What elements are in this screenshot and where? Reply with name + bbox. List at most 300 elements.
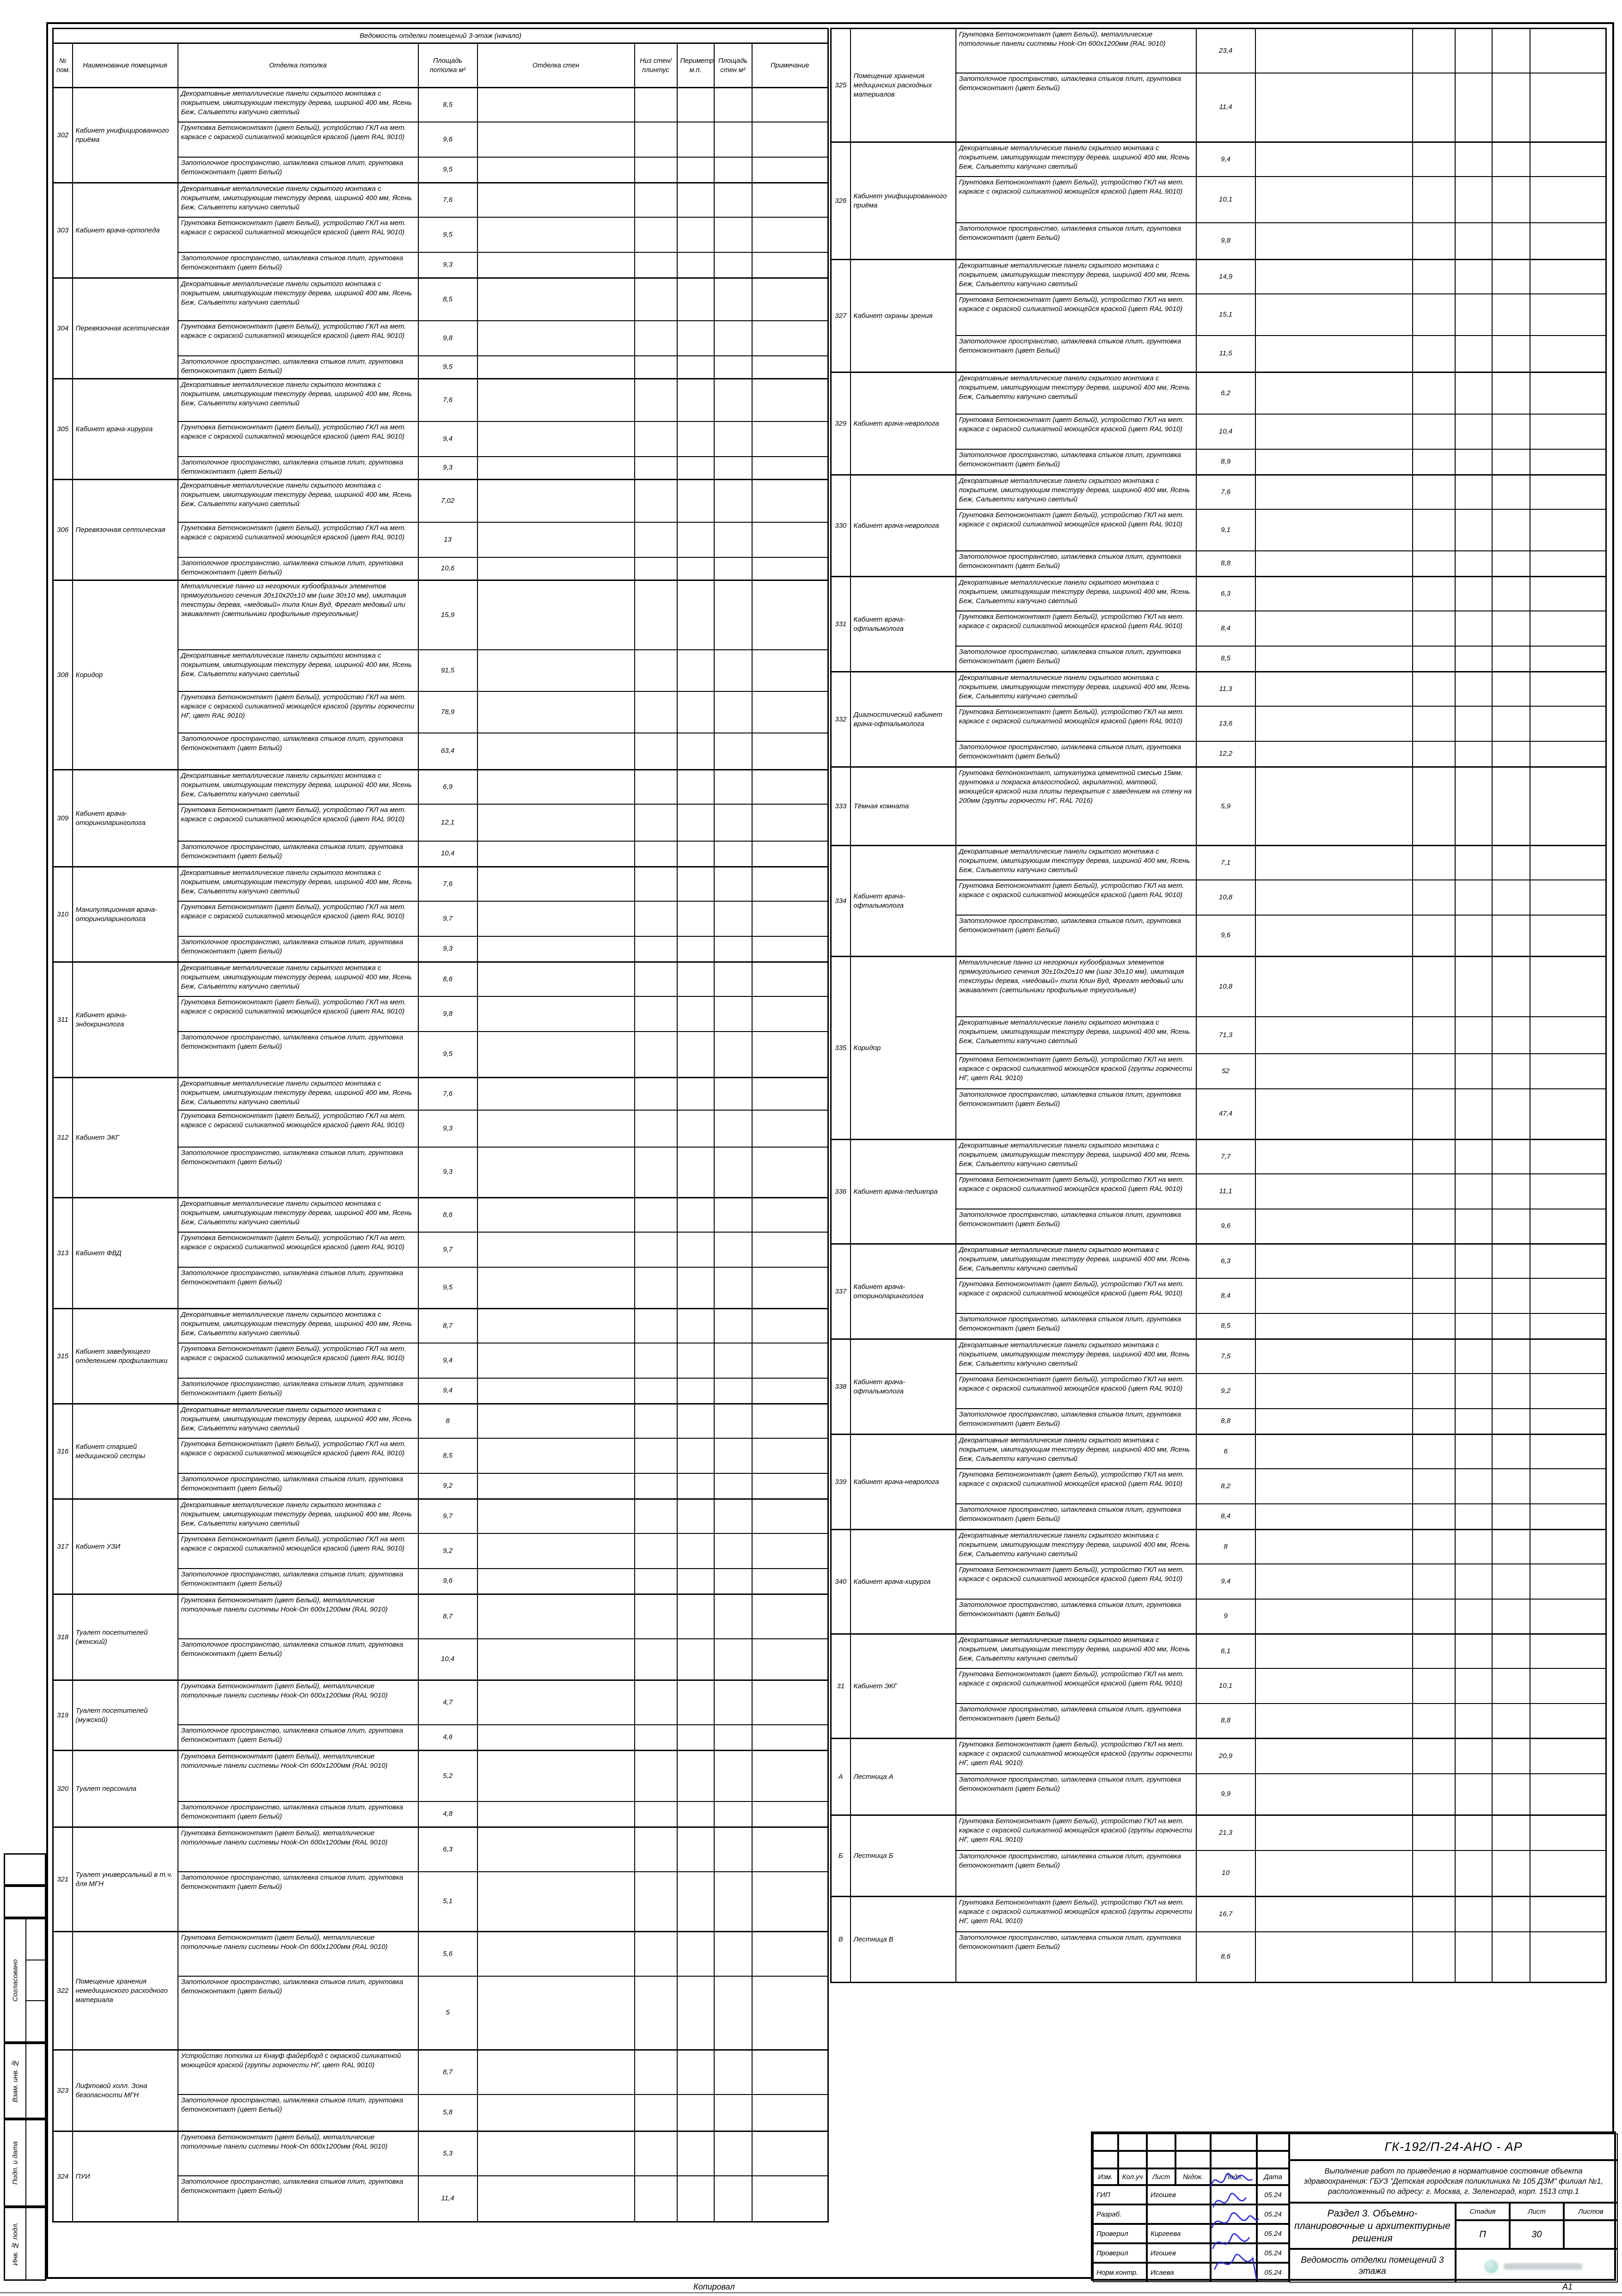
wall-base-cell	[635, 901, 677, 936]
note-cell	[752, 1801, 828, 1827]
note-cell	[752, 2131, 828, 2176]
perimeter-cell	[1455, 449, 1492, 475]
ceiling-area-cell: 8,7	[418, 1594, 477, 1639]
ceiling-finish-cell: Грунтовка Бетоноконтакт (цвет Белый), устройство ГКЛ на мет. каркасе с окраской силикатной моющейся краской (цвет RAL 9010)	[956, 880, 1196, 915]
wall-finish-cell	[1255, 1054, 1413, 1089]
wall-area-cell	[1492, 449, 1530, 475]
ceiling-finish-cell: Грунтовка Бетоноконтакт (цвет Белый), устройство ГКЛ на мет. каркасе с окраской силикатной моющейся краской (цвет RAL 9010)	[178, 1438, 418, 1473]
ceiling-area-cell: 8,7	[418, 1309, 477, 1343]
perimeter-cell	[677, 1680, 714, 1725]
room-number-cell: 306	[53, 480, 73, 580]
room-name-cell: Кабинет ЭКГ	[73, 1078, 178, 1198]
wall-base-cell	[1413, 741, 1455, 767]
margin-cell-agreed	[4, 1918, 46, 2043]
wall-finish-cell	[477, 122, 635, 157]
wall-finish-cell	[1255, 706, 1413, 741]
note-cell	[1530, 1313, 1606, 1339]
ceiling-area-cell: 10,8	[1196, 957, 1255, 1017]
ceiling-finish-cell: Грунтовка Бетоноконтакт (цвет Белый), устройство ГКЛ на мет. каркасе с окраской силикатной моющейся краской (цвет RAL 9010)	[956, 1469, 1196, 1504]
ceiling-area-cell: 8,2	[1196, 1469, 1255, 1504]
wall-area-cell	[1492, 475, 1530, 509]
note-cell	[752, 962, 828, 996]
perimeter-cell	[677, 217, 714, 252]
ceiling-finish-cell: Грунтовка Бетоноконтакт (цвет Белый), устройство ГКЛ на мет. каркасе с окраской силикатной моющейся краской (группы горючести НГ, цвет RAL 9010)	[956, 1815, 1196, 1850]
wall-finish-cell	[477, 421, 635, 457]
wall-finish-cell	[477, 1976, 635, 2050]
wall-area-cell	[1492, 880, 1530, 915]
ceiling-finish-cell: Грунтовка Бетоноконтакт (цвет Белый), устройство ГКЛ на мет. каркасе с окраской силикатной моющейся краской (цвет RAL 9010)	[178, 1110, 418, 1147]
note-cell	[752, 421, 828, 457]
ceiling-finish-cell: Запотолочное пространство, шпаклевка стыков плит, грунтовка бетоноконтакт (цвет Белый)	[178, 2094, 418, 2131]
room-name-cell: Кабинет врача-хирурга	[73, 379, 178, 480]
wall-area-cell	[714, 2050, 752, 2094]
wall-base-cell	[635, 1378, 677, 1404]
perimeter-cell	[1455, 1850, 1492, 1897]
note-cell	[752, 480, 828, 522]
title-block	[1091, 2131, 1616, 2281]
wall-finish-cell	[477, 522, 635, 557]
perimeter-cell	[677, 122, 714, 157]
wall-base-cell	[635, 88, 677, 122]
note-cell	[752, 901, 828, 936]
ceiling-finish-cell: Запотолочное пространство, шпаклевка стыков плит, грунтовка бетоноконтакт (цвет Белый)	[178, 1378, 418, 1404]
signer-date: 05.24	[1257, 2185, 1289, 2204]
note-cell	[1530, 449, 1606, 475]
sheet-label: Лист	[1510, 2203, 1564, 2220]
ceiling-finish-cell: Запотолочное пространство, шпаклевка стыков плит, грунтовка бетоноконтакт (цвет Белый)	[178, 1569, 418, 1594]
note-cell	[1530, 1815, 1606, 1850]
room-number-cell: 309	[53, 770, 73, 867]
ceiling-area-cell: 14,9	[1196, 260, 1255, 294]
wall-area-cell	[1492, 551, 1530, 577]
ceiling-area-cell: 7,5	[1196, 1339, 1255, 1374]
ceiling-finish-cell: Декоративные металлические панели скрытого монтажа с покрытием, имитирующим текстуру дерева, шириной 400 мм, Ясень Беж, Сальветти капучино светлый	[178, 278, 418, 321]
note-cell	[1530, 1174, 1606, 1209]
stamp-filler-cell	[1175, 2151, 1211, 2168]
ceiling-finish-cell: Запотолочное пространство, шпаклевка стыков плит, грунтовка бетоноконтакт (цвет Белый)	[956, 1504, 1196, 1530]
room-number-cell: 338	[831, 1339, 851, 1435]
ceiling-finish-cell: Запотолочное пространство, шпаклевка стыков плит, грунтовка бетоноконтакт (цвет Белый)	[178, 1267, 418, 1309]
wall-base-cell	[1413, 706, 1455, 741]
perimeter-cell	[1455, 1739, 1492, 1774]
ceiling-area-cell: 11,5	[1196, 336, 1255, 372]
ceiling-finish-cell: Грунтовка бетоноконтакт, штукатурка цементной смесью 15мм, грунтовка и покраска влагостойкой, акрилатной, матовой, моющейся краской низа плиты перекрытия с заведением на стену на 200мм (группы горючести НГ, RAL 7016)	[956, 767, 1196, 846]
wall-area-cell	[714, 580, 752, 650]
wall-base-cell	[635, 1404, 677, 1438]
wall-area-cell	[1492, 846, 1530, 880]
room-name-cell: Кабинет ЭКГ	[851, 1634, 956, 1739]
ceiling-finish-cell: Грунтовка Бетоноконтакт (цвет Белый), устройство ГКЛ на мет. каркасе с окраской силикатной моющейся краской (группы горючести НГ, цвет RAL 9010)	[956, 1054, 1196, 1089]
perimeter-cell	[677, 1032, 714, 1078]
ceiling-finish-cell: Запотолочное пространство, шпаклевка стыков плит, грунтовка бетоноконтакт (цвет Белый)	[178, 157, 418, 183]
ceiling-finish-cell: Грунтовка Бетоноконтакт (цвет Белый), металлические потолочные панели системы Hook-On 600х1200мм (RAL 9010)	[178, 2131, 418, 2176]
wall-finish-cell	[1255, 915, 1413, 957]
ceiling-area-cell: 8,6	[1196, 1932, 1255, 1983]
signer-role: Разраб.	[1093, 2204, 1147, 2224]
wall-area-cell	[714, 88, 752, 122]
perimeter-cell	[677, 1801, 714, 1827]
wall-finish-cell	[1255, 509, 1413, 551]
wall-finish-cell	[1255, 1564, 1413, 1599]
wall-finish-cell	[1255, 29, 1413, 73]
note-cell	[1530, 1530, 1606, 1564]
wall-area-cell	[714, 804, 752, 841]
wall-base-cell	[635, 1872, 677, 1932]
note-cell	[1530, 957, 1606, 1017]
wall-area-cell	[1492, 1815, 1530, 1850]
perimeter-cell	[677, 804, 714, 841]
perimeter-cell	[1455, 706, 1492, 741]
column-header-2: Отделка потолка	[178, 43, 418, 88]
wall-area-cell	[714, 480, 752, 522]
perimeter-cell	[677, 1078, 714, 1110]
wall-area-cell	[714, 457, 752, 480]
signer-name	[1147, 2204, 1211, 2224]
wall-finish-cell	[1255, 1017, 1413, 1054]
perimeter-cell	[1455, 1815, 1492, 1850]
margin-cell-sign-date	[4, 2119, 46, 2207]
ceiling-area-cell: 6,2	[1196, 372, 1255, 414]
wall-finish-cell	[477, 1932, 635, 1976]
note-cell	[1530, 1599, 1606, 1634]
ceiling-area-cell: 9,4	[418, 1343, 477, 1378]
replacement-inv-label: Взам. инв. №	[5, 2044, 26, 2118]
note-cell	[1530, 1140, 1606, 1174]
perimeter-cell	[1455, 1435, 1492, 1469]
ceiling-area-cell: 10,4	[418, 1639, 477, 1680]
note-cell	[1530, 1017, 1606, 1054]
perimeter-cell	[1455, 1089, 1492, 1140]
note-cell	[1530, 611, 1606, 646]
wall-area-cell	[714, 901, 752, 936]
wall-base-cell	[1413, 1313, 1455, 1339]
wall-base-cell	[1413, 1409, 1455, 1435]
wall-area-cell	[714, 217, 752, 252]
wall-area-cell	[1492, 1668, 1530, 1704]
ceiling-area-cell: 7,02	[418, 480, 477, 522]
ceiling-area-cell: 4,7	[418, 1680, 477, 1725]
wall-finish-cell	[477, 1267, 635, 1309]
wall-area-cell	[714, 421, 752, 457]
perimeter-cell	[677, 557, 714, 580]
wall-base-cell	[635, 379, 677, 421]
wall-finish-cell	[1255, 551, 1413, 577]
ceiling-area-cell: 9,3	[418, 252, 477, 278]
wall-base-cell	[635, 1680, 677, 1725]
ceiling-finish-cell: Запотолочное пространство, шпаклевка стыков плит, грунтовка бетоноконтакт (цвет Белый)	[178, 733, 418, 770]
ceiling-area-cell: 5,9	[1196, 767, 1255, 846]
wall-finish-cell	[1255, 1739, 1413, 1774]
perimeter-cell	[1455, 336, 1492, 372]
room-name-cell: Коридор	[73, 580, 178, 770]
perimeter-cell	[677, 2131, 714, 2176]
ceiling-finish-cell: Декоративные металлические панели скрытого монтажа с покрытием, имитирующим текстуру дерева, шириной 400 мм, Ясень Беж, Сальветти капучино светлый	[956, 1435, 1196, 1469]
note-cell	[1530, 767, 1606, 846]
wall-base-cell	[635, 157, 677, 183]
ceiling-finish-cell: Запотолочное пространство, шпаклевка стыков плит, грунтовка бетоноконтакт (цвет Белый)	[178, 2176, 418, 2222]
stamp-filler-cell	[1257, 2133, 1289, 2151]
note-cell	[752, 1594, 828, 1639]
stamp-col-list: Лист	[1147, 2168, 1175, 2185]
signer-role: Проверил	[1093, 2224, 1147, 2243]
wall-base-cell	[635, 1827, 677, 1872]
room-number-cell: 335	[831, 957, 851, 1140]
wall-area-cell	[714, 650, 752, 691]
note-cell	[752, 321, 828, 356]
wall-area-cell	[1492, 1435, 1530, 1469]
note-cell	[752, 1343, 828, 1378]
room-name-cell: Перевязочная асептическая	[73, 278, 178, 379]
wall-area-cell	[714, 252, 752, 278]
note-cell	[1530, 142, 1606, 177]
ceiling-area-cell: 7,6	[418, 1078, 477, 1110]
wall-area-cell	[1492, 509, 1530, 551]
ceiling-area-cell: 9,6	[418, 1569, 477, 1594]
ceiling-finish-cell: Запотолочное пространство, шпаклевка стыков плит, грунтовка бетоноконтакт (цвет Белый)	[956, 1313, 1196, 1339]
room-name-cell: Кабинет врача-офтальмолога	[851, 1339, 956, 1435]
note-cell	[752, 1110, 828, 1147]
ceiling-area-cell: 9,2	[418, 1533, 477, 1569]
perimeter-cell	[677, 1725, 714, 1751]
perimeter-cell	[1455, 223, 1492, 260]
wall-finish-cell	[1255, 1815, 1413, 1850]
sheets-label: Листов	[1564, 2203, 1618, 2220]
wall-finish-cell	[477, 217, 635, 252]
room-name-cell: Коридор	[851, 957, 956, 1140]
wall-area-cell	[1492, 294, 1530, 336]
perimeter-cell	[677, 1147, 714, 1198]
perimeter-cell	[677, 1473, 714, 1499]
ceiling-finish-cell: Грунтовка Бетоноконтакт (цвет Белый), устройство ГКЛ на мет. каркасе с окраской силикатной моющейся краской (группы горючести НГ, цвет RAL 9010)	[178, 691, 418, 733]
ceiling-area-cell: 5,2	[418, 1751, 477, 1801]
ceiling-area-cell: 21,3	[1196, 1815, 1255, 1850]
wall-base-cell	[1413, 1815, 1455, 1850]
ceiling-finish-cell: Запотолочное пространство, шпаклевка стыков плит, грунтовка бетоноконтакт (цвет Белый)	[178, 841, 418, 867]
ceiling-area-cell: 7,6	[418, 379, 477, 421]
wall-finish-cell	[477, 1680, 635, 1725]
perimeter-cell	[677, 1267, 714, 1309]
perimeter-cell	[1455, 177, 1492, 223]
ceiling-area-cell: 15,1	[1196, 294, 1255, 336]
note-cell	[1530, 1564, 1606, 1599]
ceiling-area-cell: 9,4	[1196, 1564, 1255, 1599]
wall-finish-cell	[1255, 1469, 1413, 1504]
wall-area-cell	[714, 1110, 752, 1147]
note-cell	[752, 122, 828, 157]
note-cell	[1530, 880, 1606, 915]
wall-area-cell	[714, 379, 752, 421]
room-name-cell: Помещение хранения немедицинского расходного материала	[73, 1932, 178, 2050]
room-number-cell: 315	[53, 1309, 73, 1404]
wall-finish-cell	[1255, 1089, 1413, 1140]
note-cell	[1530, 1774, 1606, 1815]
perimeter-cell	[1455, 1209, 1492, 1244]
replacement-inv-blank	[26, 2044, 45, 2118]
ceiling-finish-cell: Декоративные металлические панели скрытого монтажа с покрытием, имитирующим текстуру дерева, шириной 400 мм, Ясень Беж, Сальветти капучино светлый	[178, 650, 418, 691]
wall-finish-cell	[477, 88, 635, 122]
ceiling-finish-cell: Запотолочное пространство, шпаклевка стыков плит, грунтовка бетоноконтакт (цвет Белый)	[956, 1774, 1196, 1815]
ceiling-finish-cell: Запотолочное пространство, шпаклевка стыков плит, грунтовка бетоноконтакт (цвет Белый)	[956, 449, 1196, 475]
room-number-cell: 337	[831, 1244, 851, 1339]
wall-finish-cell	[477, 1309, 635, 1343]
perimeter-cell	[1455, 142, 1492, 177]
wall-base-cell	[1413, 1089, 1455, 1140]
wall-area-cell	[1492, 1409, 1530, 1435]
wall-area-cell	[714, 841, 752, 867]
ceiling-finish-cell: Декоративные металлические панели скрытого монтажа с покрытием, имитирующим текстуру дерева, шириной 400 мм, Ясень Беж, Сальветти капучино светлый	[956, 846, 1196, 880]
ceiling-finish-cell: Запотолочное пространство, шпаклевка стыков плит, грунтовка бетоноконтакт (цвет Белый)	[956, 1599, 1196, 1634]
note-cell	[752, 1751, 828, 1801]
sheet-format-label: А1	[1562, 2282, 1573, 2291]
ceiling-area-cell: 91,5	[418, 650, 477, 691]
note-cell	[1530, 260, 1606, 294]
ceiling-area-cell: 9,7	[418, 901, 477, 936]
column-header-8: Примечание	[752, 43, 828, 88]
ceiling-area-cell: 8,8	[1196, 1409, 1255, 1435]
sheet-edge	[0, 2292, 1622, 2293]
room-number-cell: 336	[831, 1140, 851, 1244]
note-cell	[752, 770, 828, 804]
room-number-cell: А	[831, 1739, 851, 1815]
wall-area-cell	[1492, 706, 1530, 741]
ceiling-finish-cell: Грунтовка Бетоноконтакт (цвет Белый), устройство ГКЛ на мет. каркасе с окраской силикатной моющейся краской (цвет RAL 9010)	[178, 1343, 418, 1378]
ceiling-area-cell: 8,5	[418, 278, 477, 321]
ceiling-area-cell: 12,1	[418, 804, 477, 841]
perimeter-cell	[1455, 611, 1492, 646]
wall-finish-cell	[477, 901, 635, 936]
perimeter-cell	[677, 691, 714, 733]
note-cell	[752, 183, 828, 217]
wall-finish-cell	[1255, 1634, 1413, 1668]
sign-date-blank	[26, 2120, 45, 2205]
wall-base-cell	[635, 1751, 677, 1801]
room-number-cell: В	[831, 1897, 851, 1983]
note-cell	[752, 1473, 828, 1499]
room-name-cell: Кабинет ФВД	[73, 1198, 178, 1309]
wall-base-cell	[635, 217, 677, 252]
ceiling-area-cell: 10,1	[1196, 1668, 1255, 1704]
wall-base-cell	[635, 1533, 677, 1569]
wall-base-cell	[1413, 1704, 1455, 1739]
wall-base-cell	[635, 421, 677, 457]
wall-base-cell	[635, 522, 677, 557]
wall-area-cell	[714, 867, 752, 901]
wall-finish-cell	[477, 650, 635, 691]
wall-area-cell	[1492, 1634, 1530, 1668]
column-header-3: Площадь потолка м²	[418, 43, 477, 88]
wall-base-cell	[1413, 577, 1455, 611]
wall-base-cell	[1413, 551, 1455, 577]
note-cell	[752, 1309, 828, 1343]
note-cell	[1530, 414, 1606, 449]
ceiling-area-cell: 7,6	[418, 183, 477, 217]
note-cell	[752, 1267, 828, 1309]
wall-base-cell	[1413, 1850, 1455, 1897]
note-cell	[1530, 1897, 1606, 1932]
wall-area-cell	[714, 2094, 752, 2131]
wall-base-cell	[635, 1932, 677, 1976]
room-name-cell: Кабинет врача-хирурга	[851, 1530, 956, 1634]
wall-finish-cell	[477, 1569, 635, 1594]
ceiling-area-cell: 10	[1196, 1850, 1255, 1897]
wall-area-cell	[1492, 741, 1530, 767]
ceiling-finish-cell: Грунтовка Бетоноконтакт (цвет Белый), металлические потолочные панели системы Hook-On 600х1200мм (RAL 9010)	[178, 1594, 418, 1639]
note-cell	[1530, 1704, 1606, 1739]
wall-area-cell	[1492, 1140, 1530, 1174]
stamp-filler-cell	[1175, 2133, 1211, 2151]
wall-base-cell	[1413, 1140, 1455, 1174]
wall-finish-cell	[477, 480, 635, 522]
ceiling-finish-cell: Декоративные металлические панели скрытого монтажа с покрытием, имитирующим текстуру дерева, шириной 400 мм, Ясень Беж, Сальветти капучино светлый	[956, 372, 1196, 414]
perimeter-cell	[1455, 1374, 1492, 1409]
room-number-cell: 31	[831, 1634, 851, 1739]
wall-finish-cell	[477, 1872, 635, 1932]
note-cell	[752, 1147, 828, 1198]
sign-date-label: Подп. и дата	[5, 2120, 26, 2205]
ceiling-area-cell: 9,4	[418, 1378, 477, 1404]
margin-empty-cell	[4, 1853, 46, 1886]
wall-finish-cell	[477, 356, 635, 379]
note-cell	[752, 356, 828, 379]
wall-area-cell	[1492, 1704, 1530, 1739]
room-number-cell: 319	[53, 1680, 73, 1751]
ceiling-area-cell: 78,9	[418, 691, 477, 733]
wall-base-cell	[635, 1801, 677, 1827]
note-cell	[1530, 577, 1606, 611]
signer-date: 05.24	[1257, 2224, 1289, 2243]
wall-base-cell	[635, 2094, 677, 2131]
wall-base-cell	[635, 1309, 677, 1343]
column-header-5: Низ стен/ плинтус	[635, 43, 677, 88]
perimeter-cell	[677, 157, 714, 183]
stamp-col-dok: №док.	[1175, 2168, 1211, 2185]
sheet-title: Ведомость отделки помещений 3 этажа	[1289, 2249, 1456, 2283]
room-number-cell: 308	[53, 580, 73, 770]
note-cell	[1530, 1469, 1606, 1504]
margin-empty-cell	[4, 1886, 46, 1918]
wall-area-cell	[1492, 1209, 1530, 1244]
perimeter-cell	[677, 1751, 714, 1801]
wall-area-cell	[714, 770, 752, 804]
ceiling-area-cell: 15,9	[418, 580, 477, 650]
note-cell	[1530, 1932, 1606, 1983]
wall-base-cell	[1413, 1435, 1455, 1469]
note-cell	[1530, 1278, 1606, 1313]
signer-date: 05.24	[1257, 2204, 1289, 2224]
note-cell	[752, 2176, 828, 2222]
perimeter-cell	[1455, 1469, 1492, 1504]
wall-finish-cell	[477, 1827, 635, 1872]
ceiling-area-cell: 8	[418, 1404, 477, 1438]
room-number-cell: 326	[831, 142, 851, 260]
ceiling-area-cell: 9,1	[1196, 509, 1255, 551]
ceiling-finish-cell: Запотолочное пространство, шпаклевка стыков плит, грунтовка бетоноконтакт (цвет Белый)	[956, 741, 1196, 767]
ceiling-finish-cell: Грунтовка Бетоноконтакт (цвет Белый), металлические потолочные панели системы Hook-On 600х1200мм (RAL 9010)	[956, 29, 1196, 73]
wall-finish-cell	[1255, 73, 1413, 142]
wall-base-cell	[635, 480, 677, 522]
room-name-cell: Туалет персонала	[73, 1751, 178, 1827]
ceiling-area-cell: 20,9	[1196, 1739, 1255, 1774]
ceiling-area-cell: 8,5	[418, 1438, 477, 1473]
perimeter-cell	[677, 321, 714, 356]
stage-value: П	[1456, 2220, 1510, 2249]
note-cell	[1530, 551, 1606, 577]
ceiling-area-cell: 6	[1196, 1435, 1255, 1469]
ceiling-area-cell: 7,7	[1196, 1140, 1255, 1174]
wall-finish-cell	[1255, 1530, 1413, 1564]
perimeter-cell	[1455, 672, 1492, 706]
ceiling-area-cell: 71,3	[1196, 1017, 1255, 1054]
